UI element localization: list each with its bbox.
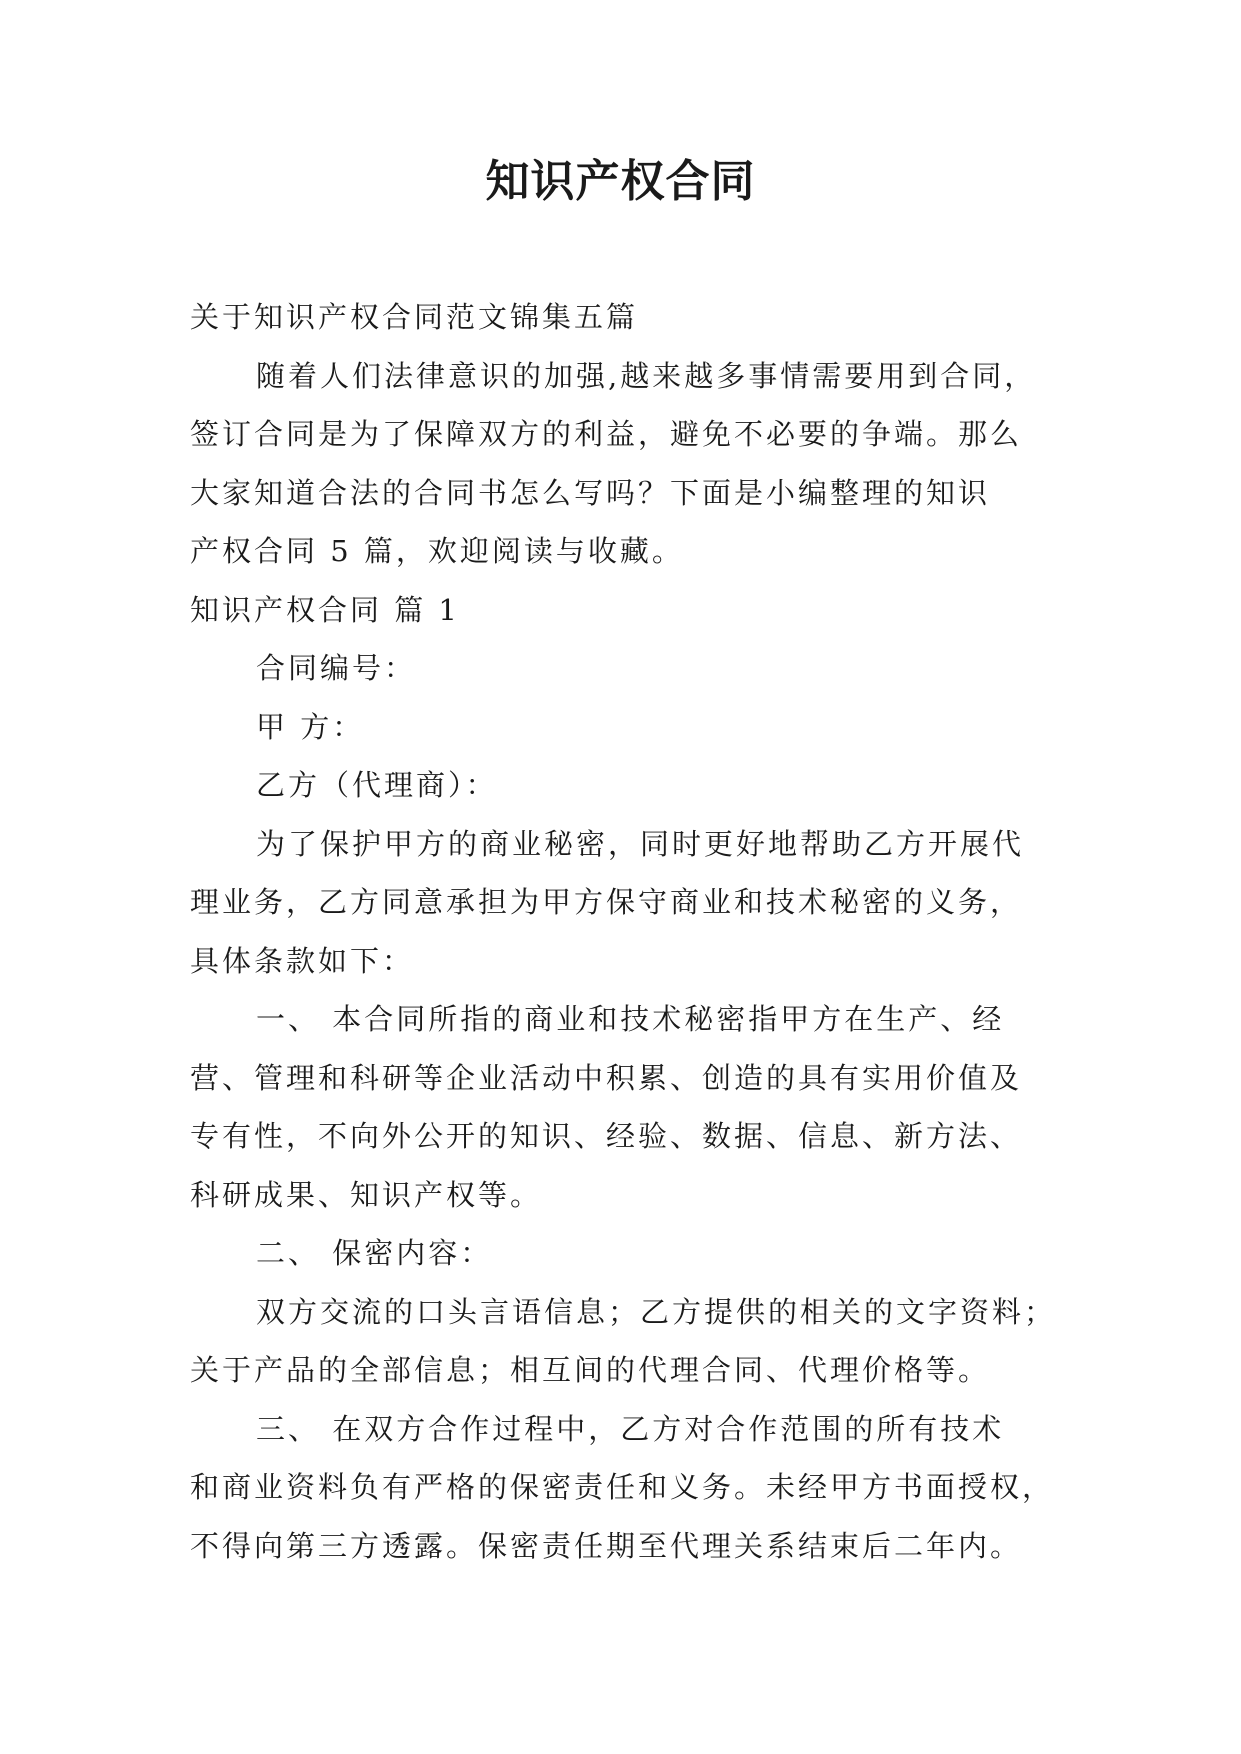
text-line: 甲 方： [256,709,365,744]
text-line: 产权合同 5 篇，欢迎阅读与收藏。 [190,534,684,568]
text-line: 不得向第三方透露。保密责任期至代理关系结束后二年内。 [190,1528,1023,1563]
text-line: 知识产权合同 篇 1 [190,592,460,627]
text-line: 关于知识产权合同范文锦集五篇 [190,300,639,334]
text-line: 乙方（代理商）： [256,768,498,802]
text-line: 三、 在双方合作过程中，乙方对合作范围的所有技术 [256,1411,1005,1446]
text-line: 专有性，不向外公开的知识、经验、数据、信息、新方法、 [190,1119,1023,1153]
text-line: 关于产品的全部信息；相互间的代理合同、代理价格等。 [190,1353,991,1387]
text-line: 和商业资料负有严格的保密责任和义务。未经甲方书面授权， [190,1470,1055,1504]
text-line: 大家知道合法的合同书怎么写吗？下面是小编整理的知识 [190,475,991,510]
text-line: 合同编号： [256,651,417,685]
text-line: 具体条款如下： [190,943,415,978]
text-line: 二、 保密内容： [256,1236,493,1270]
text-line: 营、管理和科研等企业活动中积累、创造的具有实用价值及 [190,1060,1023,1095]
text-line: 双方交流的口头言语信息；乙方提供的相关的文字资料； [256,1294,1057,1329]
text-line: 为了保护甲方的商业秘密，同时更好地帮助乙方开展代 [256,826,1025,861]
text-line: 科研成果、知识产权等。 [190,1177,543,1212]
document-title: 知识产权合同 [485,156,756,207]
text-line: 一、 本合同所指的商业和技术秘密指甲方在生产、经 [256,1002,1005,1036]
document-body [190,288,1070,1575]
text-line: 签订合同是为了保障双方的利益，避免不必要的争端。那么 [190,417,1023,451]
text-line: 理业务，乙方同意承担为甲方保守商业和技术秘密的义务， [190,885,1023,919]
text-line: 随着人们法律意识的加强,越来越多事情需要用到合同， [256,358,1037,393]
